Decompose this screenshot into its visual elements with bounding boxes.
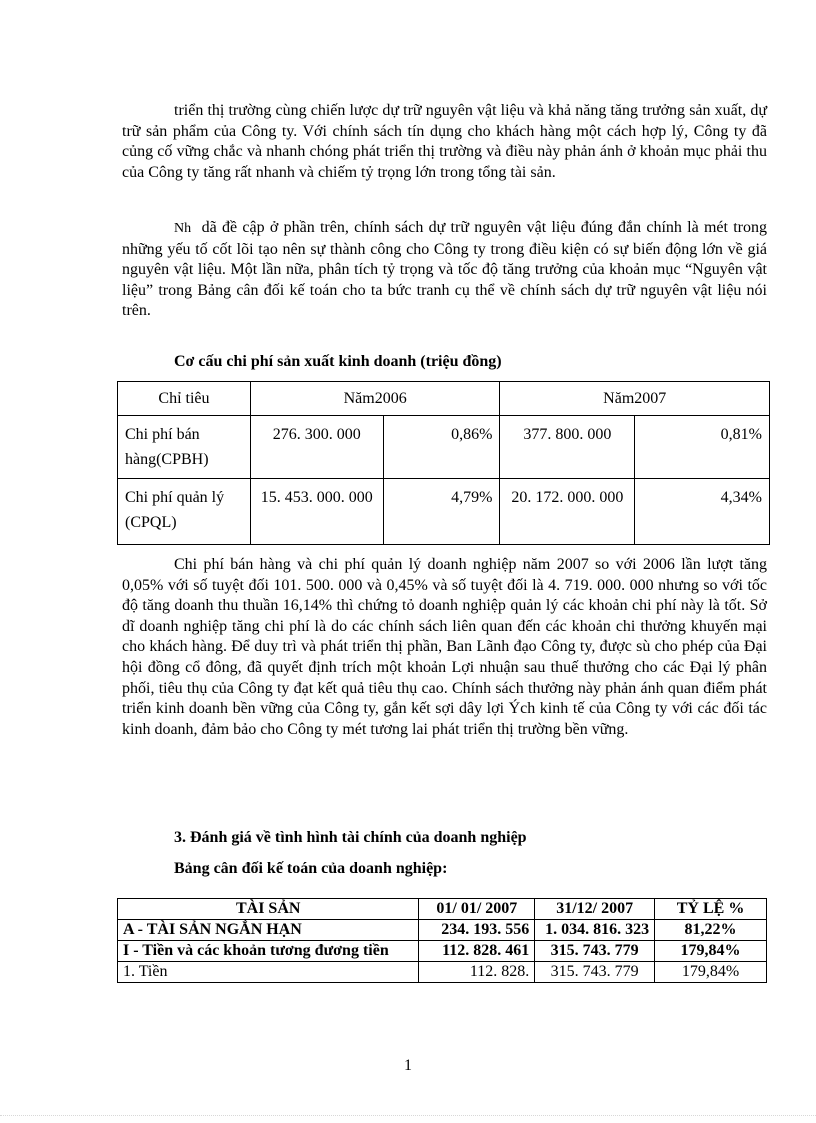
- table-row: [118, 479, 770, 545]
- paragraph-inventory-text: dã đề cập ở phần trên, chính sách dự trữ nguyên vật liệu đúng đắn chính là mét trong những yếu tố cốt lõi tạo nên sự thành công cho Công ty trong điều kiện có sự biến động lớn về giá nguyên vật liệu. Một lần nữa, phân tích tỷ trọng và tốc độ tăng trưởng của khoản mục “Nguyên vật liệu” trong Bảng cân đối kế toán cho ta bức tranh cụ thể về chính sách dự trữ nguyên vật liệu nói trên.: [122, 219, 768, 320]
- balance-sheet-table: [117, 898, 767, 983]
- row-label: I - Tiền và các khoản tương đương tiền: [118, 941, 419, 962]
- paragraph-lead-fragment: Nh: [174, 221, 192, 236]
- value-end: 315. 743. 779: [535, 962, 655, 983]
- paragraph-intro: triển thị trường cùng chiến lược dự trữ nguyên vật liệu và khả năng tăng trưởng sản xuất, dự trữ sản phẩm của Công ty. Với chính sách tín dụng cho khách hàng một cách hợp lý, Công ty đã củng cố vững chắc và nhanh chóng phát triển thị trường và điều này phản ánh ở khoản mục phải thu của Công ty tăng rất nhanh và chiếm tỷ trọng lớn trong tổng tài sản.: [122, 102, 767, 181]
- header-assets: TÀI SẢN: [118, 899, 419, 920]
- table-header-row: [118, 899, 767, 920]
- header-ratio: TỶ LỆ %: [655, 899, 767, 920]
- percent-2006: 0,86%: [383, 416, 500, 479]
- table-row: [118, 416, 770, 479]
- page-bottom-divider: [0, 1115, 816, 1116]
- section-3-title: 3. Đánh giá về tình hình tài chính của doanh nghiệp: [174, 829, 527, 846]
- cost-structure-table: [117, 381, 770, 545]
- header-year-2006: Năm2006: [250, 382, 500, 416]
- row-label: A - TÀI SẢN NGẮN HẠN: [118, 920, 419, 941]
- percent-2006: 4,79%: [383, 479, 500, 545]
- ratio-value: 81,22%: [655, 920, 767, 941]
- header-year-2007: Năm2007: [500, 382, 770, 416]
- percent-2007: 0,81%: [635, 416, 770, 479]
- cost-structure-caption: Cơ cấu chi phí sản xuất kinh doanh (triệu đồng): [174, 353, 502, 370]
- value-end: 1. 034. 816. 323: [535, 920, 655, 941]
- table-row: [118, 920, 767, 941]
- value-start: 234. 193. 556: [419, 920, 535, 941]
- header-indicator: Chỉ tiêu: [118, 382, 251, 416]
- table-row: [118, 962, 767, 983]
- value-start: 112. 828. 461: [419, 941, 535, 962]
- row-label: Chi phí bán hàng(CPBH): [118, 416, 251, 479]
- paragraph-cost-analysis: Chi phí bán hàng và chi phí quản lý doanh nghiệp năm 2007 so với 2006 lần lượt tăng 0,05% với số tuyệt đối 101. 500. 000 và 0,45% và số tuyệt đối là 4. 719. 000. 000 nhưng so với tốc độ tăng doanh thu thuần 16,14% thì chứng tỏ doanh nghiệp quản lý các khoản chi phí này là tốt. Sở dĩ doanh nghiệp tăng chi phí là do các chính sách liên quan đến các khoản chi thưởng khuyến mại cho khách hàng. Để duy trì và phát triển thị phần, Ban Lãnh đạo Công ty, được sù cho phép của Đại hội đồng cổ đông, đã quyết định trích một khoản Lợi nhuận sau thuế thưởng cho các Đại lý phân phối, tiêu thụ của Công ty đạt kết quả tiêu thụ cao. Chính sách thưởng này phản ánh quan điểm phát triển kinh doanh bền vững của Công ty, gắn kết sợi dây lợi Ých kinh tế của Công ty với các đối tác kinh doanh, đảm bảo cho Công ty mét tương lai phát triển thị trường bền vững.: [122, 556, 767, 738]
- value-start: 112. 828.: [419, 962, 535, 983]
- header-date-start: 01/ 01/ 2007: [419, 899, 535, 920]
- percent-2007: 4,34%: [635, 479, 770, 545]
- value-2006: 276. 300. 000: [250, 416, 383, 479]
- section-3-subtitle: Bảng cân đối kế toán của doanh nghiệp:: [174, 860, 448, 877]
- header-date-end: 31/12/ 2007: [535, 899, 655, 920]
- value-2007: 377. 800. 000: [500, 416, 635, 479]
- table-header-row: [118, 382, 770, 416]
- row-label: Chi phí quản lý (CPQL): [118, 479, 251, 545]
- value-2006: 15. 453. 000. 000: [250, 479, 383, 545]
- value-2007: 20. 172. 000. 000: [500, 479, 635, 545]
- ratio-value: 179,84%: [655, 941, 767, 962]
- row-label: 1. Tiền: [118, 962, 419, 983]
- paragraph-inventory-policy: [122, 218, 767, 322]
- ratio-value: 179,84%: [655, 962, 767, 983]
- page-number: 1: [404, 1057, 412, 1074]
- table-row: [118, 941, 767, 962]
- value-end: 315. 743. 779: [535, 941, 655, 962]
